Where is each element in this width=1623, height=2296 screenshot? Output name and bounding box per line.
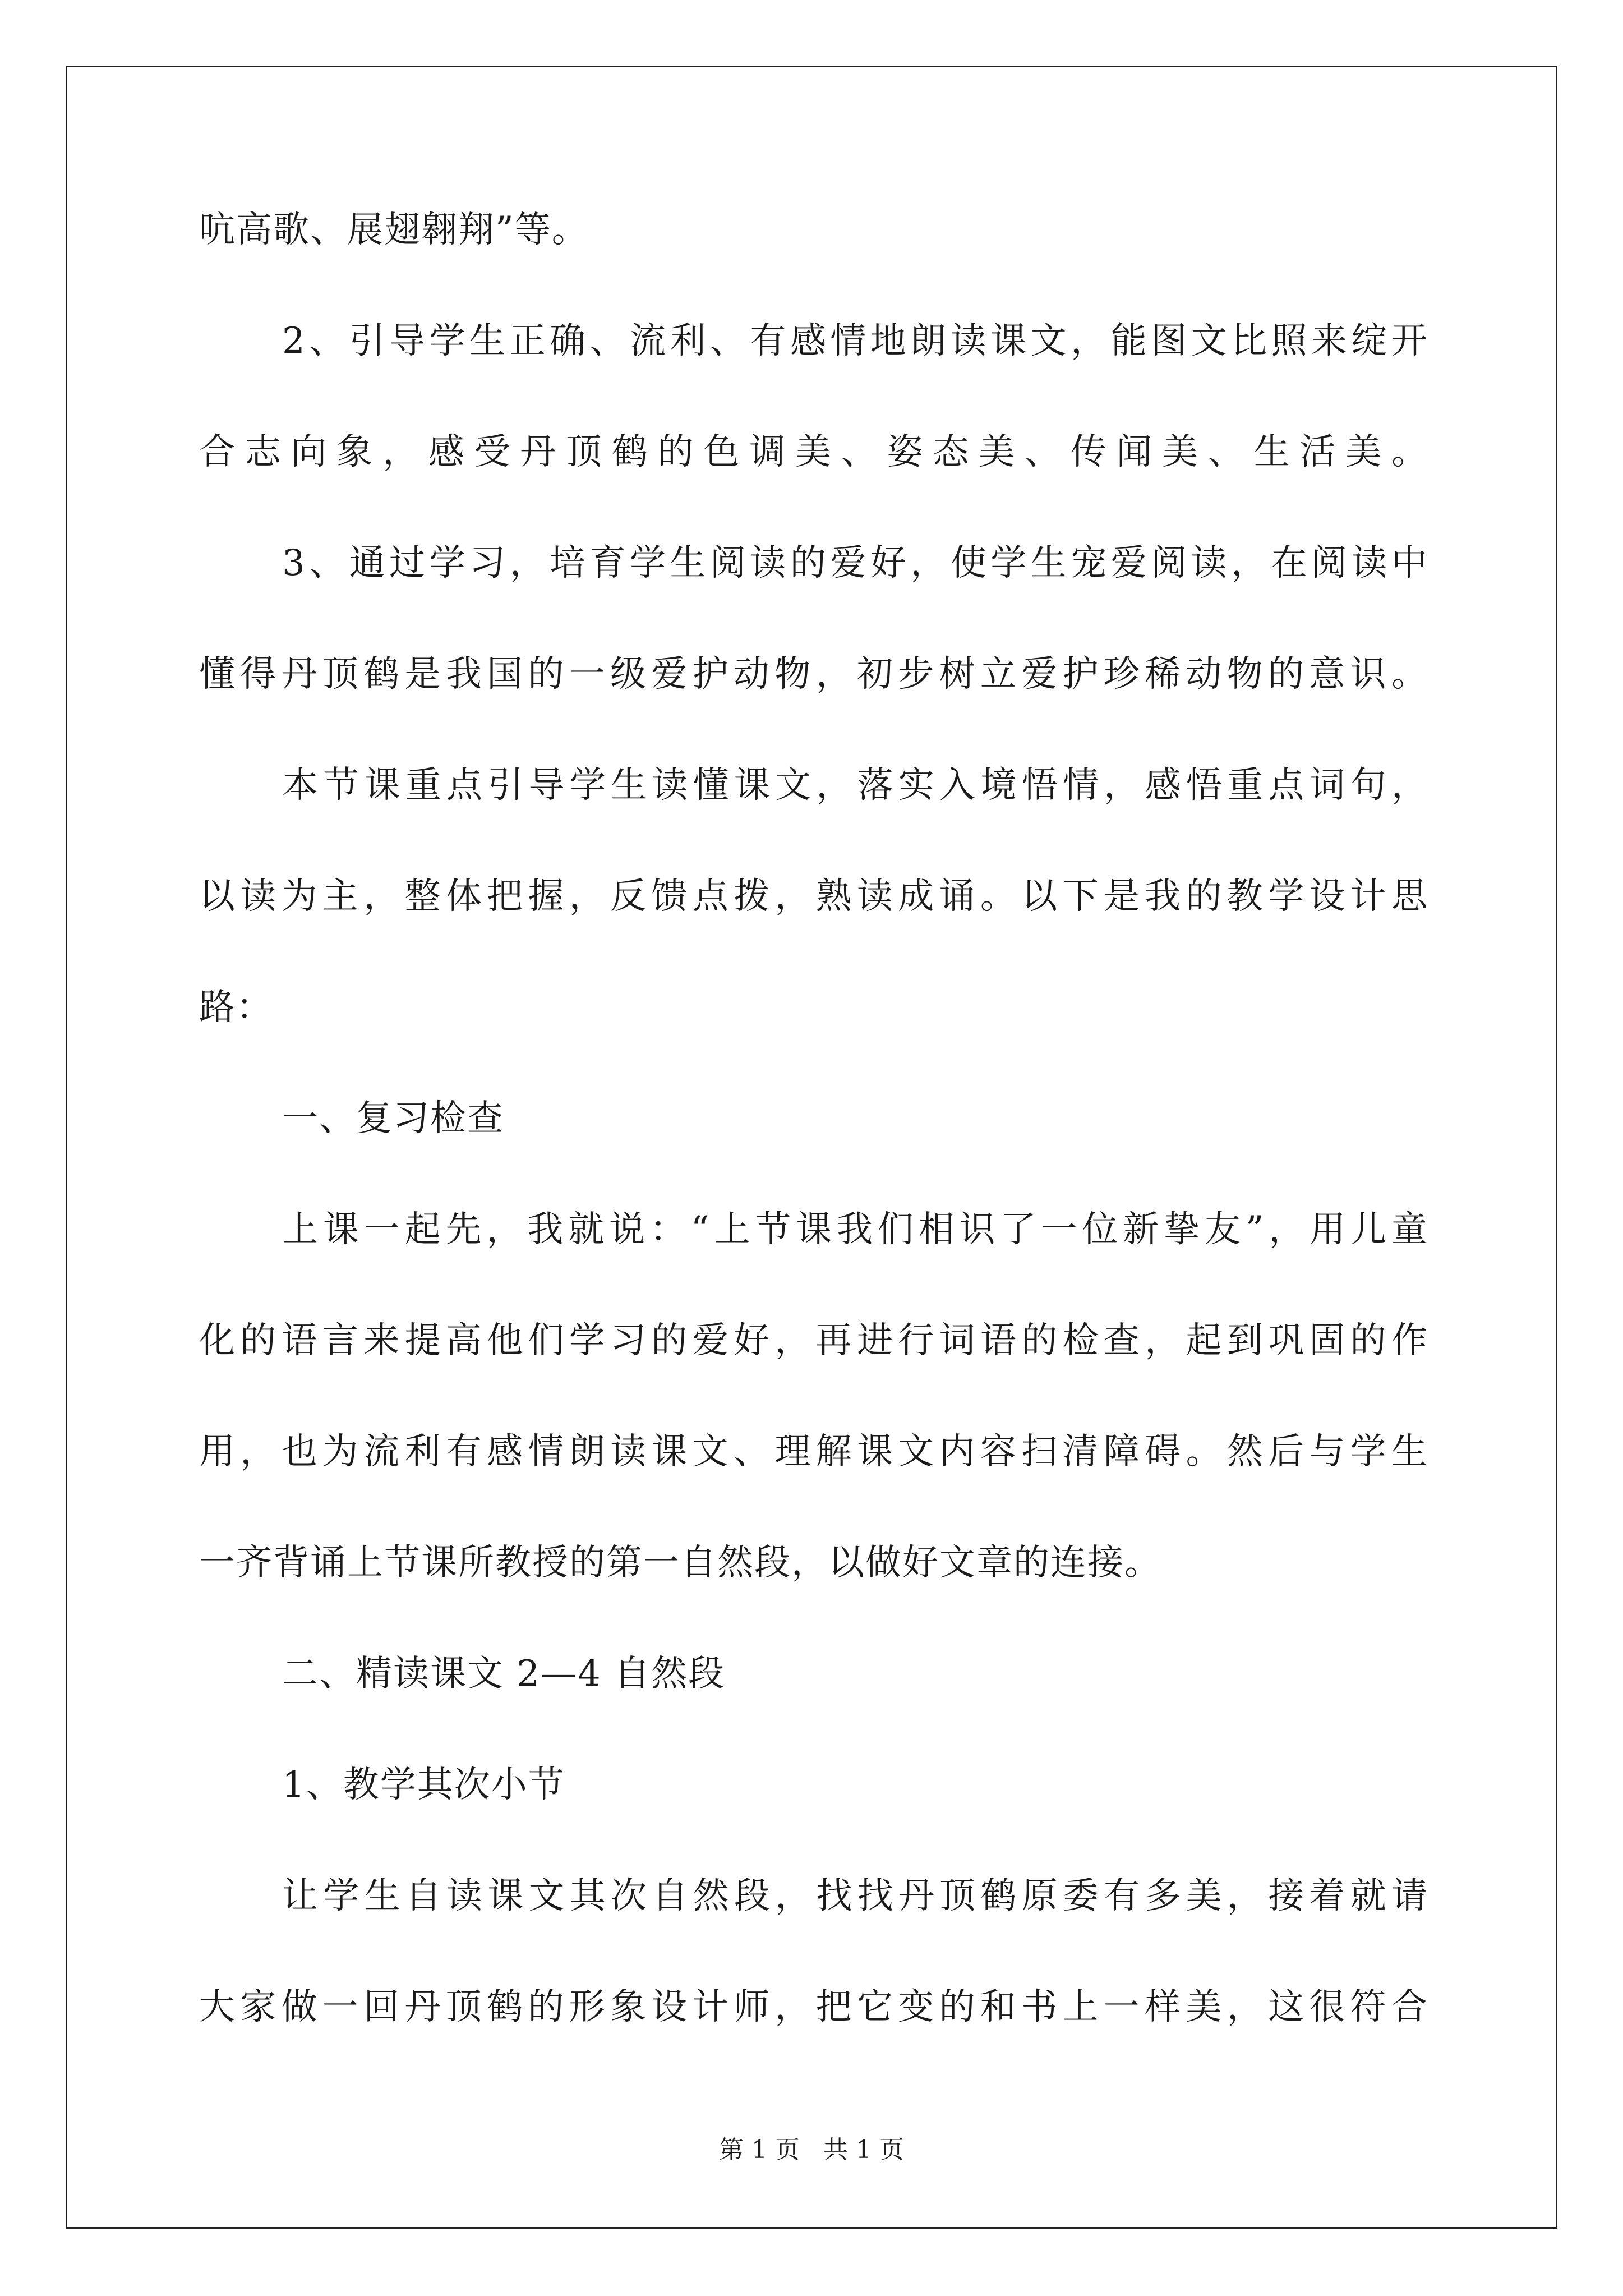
text-line-11: 化的语言来提高他们学习的爱好，再进行词语的检查，起到巩固的作 — [199, 1320, 1427, 1361]
text-line-13: 一齐背诵上节课所教授的第一自然段，以做好文章的连接。 — [199, 1542, 1161, 1584]
sub-heading-1: 1、教学其次小节 — [282, 1764, 565, 1806]
text-line-4: 3、通过学习，培育学生阅读的爱好，使学生宠爱阅读，在阅读中 — [282, 542, 1427, 584]
text-line-8: 路： — [199, 987, 273, 1028]
section-heading-2: 二、精读课文 2—4 自然段 — [282, 1653, 726, 1695]
text-line-16: 让学生自读课文其次自然段，找找丹顶鹤原委有多美，接着就请 — [282, 1875, 1427, 1917]
text-line-5: 懂得丹顶鹤是我国的一级爱护动物，初步树立爱护珍稀动物的意识。 — [199, 654, 1427, 695]
text-line-2: 2、引导学生正确、流利、有感情地朗读课文，能图文比照来绽开 — [282, 320, 1427, 362]
section-heading-1: 一、复习检查 — [282, 1098, 504, 1139]
text-line-1: 吭高歌、展翅翱翔”等。 — [199, 209, 589, 251]
text-line-3: 合志向象，感受丹顶鹤的色调美、姿态美、传闻美、生活美。 — [199, 431, 1427, 473]
text-line-12: 用，也为流利有感情朗读课文、理解课文内容扫清障碍。然后与学生 — [199, 1431, 1427, 1473]
text-line-7: 以读为主，整体把握，反馈点拨，熟读成诵。以下是我的教学设计思 — [199, 876, 1427, 917]
text-line-17: 大家做一回丹顶鹤的形象设计师，把它变的和书上一样美，这很符合 — [199, 1986, 1427, 2028]
page-footer: 第 1 页 共 1 页 — [719, 2136, 904, 2164]
text-line-6: 本节课重点引导学生读懂课文，落实入境悟情，感悟重点词句， — [282, 765, 1427, 806]
text-line-10: 上课一起先，我就说：“上节课我们相识了一位新挚友”，用儿童 — [282, 1209, 1427, 1250]
